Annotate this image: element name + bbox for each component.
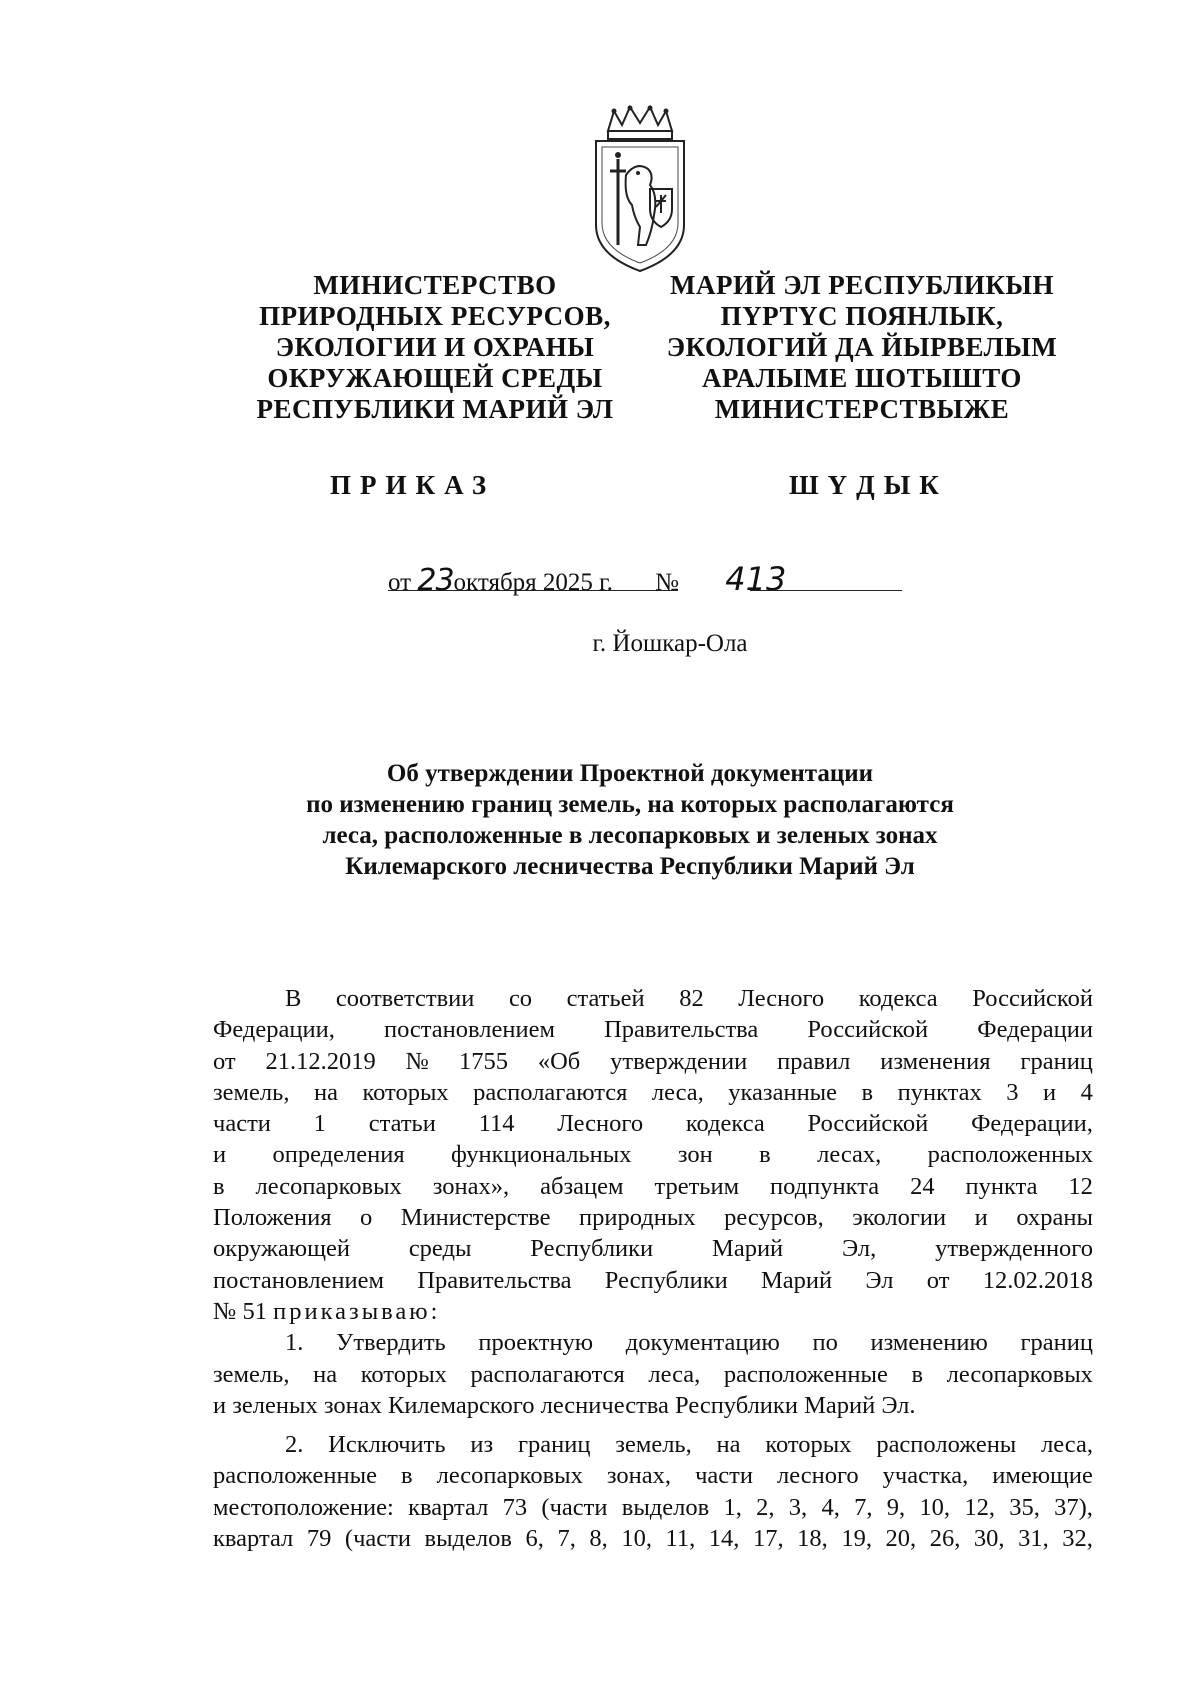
word: в [861,1078,874,1106]
paragraph-1-line [213,1202,1093,1233]
word: земель, [213,1078,290,1106]
word: 7, [557,1525,576,1553]
document-body [213,983,1093,1554]
word: 2. [285,1431,304,1459]
word: земель, [213,1360,290,1388]
word: границ [517,1431,591,1459]
word: Правительства [417,1266,572,1294]
word: 82 [679,985,704,1012]
word: 10, [919,1493,951,1521]
order-verb: приказываю: [273,1297,441,1325]
paragraph-1-line [213,1046,1093,1077]
word: проектную [478,1329,594,1357]
word: зон [677,1141,713,1169]
word: изменения [880,1047,991,1075]
word: расположенные [723,1360,888,1388]
word: окружающей [213,1235,350,1263]
word: 19, [841,1525,872,1553]
word: Правительства [604,1016,759,1044]
word: о [360,1204,373,1232]
word: расположенные [213,1462,377,1490]
word: квартал [213,1525,294,1553]
word: расположенных [927,1141,1093,1169]
word: функциональных [451,1141,632,1169]
law-number: № 51 [213,1297,268,1325]
word: определения [272,1141,405,1169]
word: от [213,1047,236,1075]
order-number: 413 [725,560,787,598]
paragraph-3-line [213,1429,1093,1460]
word: Марий [761,1266,833,1294]
word: 32, [1062,1525,1093,1553]
word: 10, [621,1525,652,1553]
word: выделов [424,1525,512,1553]
word: имеющие [992,1462,1093,1490]
word: 1. [285,1329,304,1357]
word: лесах, [817,1141,882,1169]
word: Положения [213,1204,332,1232]
order-title-russian: ПРИКАЗ [330,470,496,500]
word: 1 [313,1110,326,1138]
word: леса, [648,1360,701,1388]
ministry-name-mari: МАРИЙ ЭЛ РЕСПУБЛИКЫН ПҮРТҮС ПОЯНЛЫК, ЭКОЛОГИЙ ДА ЙЫРВЕЛЫМ АРАЛЫМЕ ШОТЫШТО МИНИСТЕРСТВЫЖЕ [666,270,1058,424]
word: кодекса [685,1110,765,1138]
word: 7, [854,1493,873,1521]
word: лесопарковых [946,1360,1093,1388]
word: Марий [712,1235,784,1263]
word: (части [541,1493,608,1521]
word: в [759,1141,771,1169]
word: Российской [807,1016,929,1044]
paragraph-2-line [213,1359,1093,1390]
word: 4 [1080,1078,1093,1106]
word: 12, [964,1493,995,1521]
word: пунктах [897,1078,982,1106]
word: которых [765,1431,852,1459]
number-label: № [655,569,679,596]
word: Исключить [328,1431,446,1459]
word: со [508,985,533,1012]
word: в [213,1172,225,1200]
word: 1755 [458,1047,508,1075]
word: Федерации [977,1016,1093,1044]
word: среды [408,1235,472,1263]
paragraph-1-line [213,1265,1093,1296]
word: квартал [408,1493,489,1521]
ministry-name-russian: МИНИСТЕРСТВО ПРИРОДНЫХ РЕСУРСОВ, ЭКОЛОГИИ И ОХРАНЫ ОКРУЖАЮЩЕЙ СРЕДЫ РЕСПУБЛИКИ МАРИЙ ЭЛ [256,270,614,424]
word: 3, [788,1493,808,1521]
word: 2, [756,1493,775,1521]
word: статьи [368,1110,436,1138]
word: 4, [821,1493,840,1521]
word: Министерстве [400,1204,551,1232]
word: 20, [885,1525,917,1553]
word: Лесного [738,985,825,1012]
date-month-year: октября 2025 г. [453,569,613,596]
word: 17, [752,1525,784,1553]
paragraph-3-line [213,1460,1093,1491]
word: которых [362,1078,449,1106]
word: В [285,985,302,1012]
word: постановлением [213,1266,385,1294]
word: лесопарковых [255,1172,402,1200]
word: леса, [1041,1431,1093,1459]
coat-of-arms-emblem [588,105,692,273]
word: охраны [1016,1204,1093,1232]
word: 6, [525,1525,544,1553]
paragraph-1-line [213,1233,1093,1264]
word: Эл, [842,1235,877,1263]
word: соответствии [335,985,475,1012]
word: располагаются [473,1078,628,1106]
word: 26, [929,1525,961,1553]
paragraph-1-line [213,1108,1093,1139]
word: лесного [777,1462,859,1490]
order-title-mari: ШҮДЫК [789,470,948,500]
word: 31, [1018,1525,1049,1553]
word: 79 [306,1525,332,1553]
word: 37), [1054,1493,1093,1521]
word: 21.12.2019 [265,1047,376,1075]
word: документацию [625,1329,780,1357]
paragraph-1-line [213,1139,1093,1170]
word: природных [579,1204,696,1232]
word: «Об [537,1047,581,1075]
word: на [313,1360,338,1388]
word: Федерации, [213,1016,335,1044]
word: утвержденного [935,1235,1093,1263]
paragraph-1-line [213,983,1093,1014]
word: 14, [708,1525,740,1553]
word: 8, [589,1525,608,1553]
word: 11, [665,1525,696,1553]
paragraph-3-line [213,1523,1093,1554]
word: Федерации, [971,1110,1093,1138]
word: расположены [876,1431,1017,1459]
word: Эл [865,1266,894,1294]
word: и [213,1141,227,1169]
word: леса, [651,1078,704,1106]
date-underline [388,590,678,591]
word: пункта [965,1172,1038,1200]
paragraph-1-line [213,1171,1093,1202]
word: Республики [530,1235,654,1263]
word: располагаются [470,1360,625,1388]
word: местоположение: [213,1493,394,1521]
order-date-number [388,560,786,598]
word: из [470,1431,494,1459]
word: лесопарковых [436,1462,583,1490]
paragraph-1-line [213,1077,1093,1108]
word: от [926,1266,950,1294]
word: границ [1020,1329,1093,1357]
word: утверждении [610,1047,748,1075]
word: границ [1020,1047,1093,1075]
word: в [911,1360,924,1388]
document-title: Об утверждении Проектной документации по изменению границ земель, на которых располагаются леса, расположенные в лесопарковых и зеленых зонах Килемарского лесничества Республики Марий Эл [306,760,954,880]
word: по [812,1329,838,1357]
word: и [1043,1078,1057,1106]
word: выделов [621,1493,710,1521]
word: которых [360,1360,447,1388]
word: Российской [972,985,1093,1012]
word: экологии [852,1204,947,1232]
word: 73 [502,1493,528,1521]
word: 24 [910,1172,935,1200]
number-underline [750,590,902,591]
word: № [405,1047,430,1075]
word: кодекса [858,985,938,1012]
word: 114 [478,1110,515,1138]
word: ресурсов, [724,1204,824,1232]
word: в [400,1462,413,1490]
word: 3 [1006,1078,1019,1106]
word: земель, [615,1431,692,1459]
word: абзацем [540,1172,624,1200]
word: 35, [1009,1493,1040,1521]
paragraph-1-last-line [213,1296,1093,1327]
date-prefix: от [388,569,412,596]
word: изменению [870,1329,988,1357]
word: 1, [723,1493,742,1521]
word: Утвердить [336,1329,446,1357]
word: и [974,1204,988,1232]
word: указанные [728,1078,838,1106]
word: третьим [654,1172,740,1200]
city: г. Йошкар-Ола [592,630,748,657]
date-day: 23 [417,563,454,598]
word: постановлением [383,1016,555,1044]
word: зонах», [432,1172,510,1200]
word: правил [777,1047,851,1075]
word: статьей [566,985,645,1012]
word: 30, [973,1525,1005,1553]
word: подпункта [770,1172,880,1200]
word: Российской [807,1110,929,1138]
word: Лесного [557,1110,644,1138]
word: части [213,1110,271,1138]
word: (части [344,1525,411,1553]
word: Республики [604,1266,728,1294]
paragraph-2-last-line: и зеленых зонах Килемарского лесничества Республики Марий Эл. [213,1391,916,1419]
word: на [716,1431,741,1459]
paragraph-3-line [213,1492,1093,1523]
word: части [695,1462,753,1490]
word: 12 [1068,1172,1093,1200]
word: 12.02.2018 [982,1266,1093,1294]
word: 18, [797,1525,828,1553]
word: участка, [882,1462,969,1490]
paragraph-2-line [213,1327,1093,1358]
word: 9, [886,1493,906,1521]
paragraph-1-line [213,1014,1093,1045]
word: на [313,1078,338,1106]
word: зонах, [606,1462,672,1490]
